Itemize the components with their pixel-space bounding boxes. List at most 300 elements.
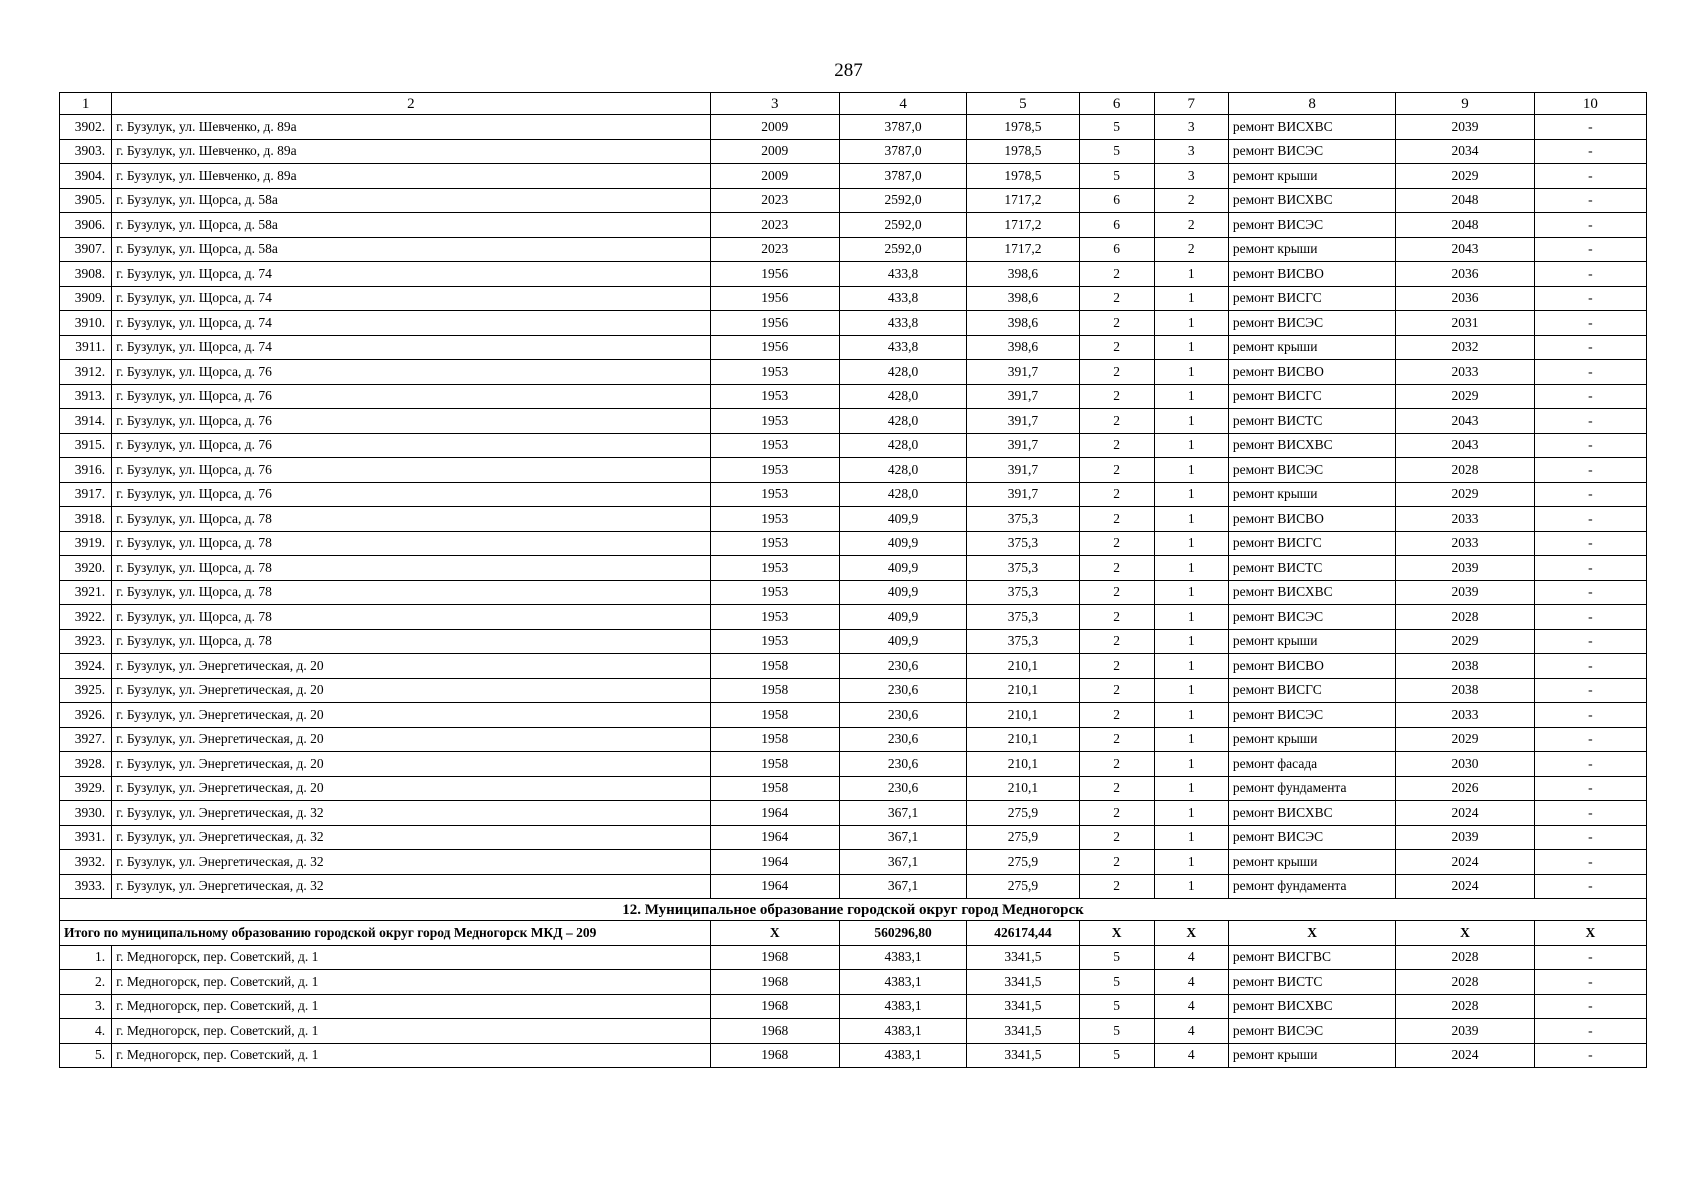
row-number-cell: 3902. (60, 115, 112, 140)
year-built-cell: 1956 (710, 311, 839, 336)
floors-cell: 5 (1079, 164, 1154, 189)
note-cell: - (1534, 874, 1646, 899)
row-number-cell: 3924. (60, 654, 112, 679)
work-type-cell: ремонт крыши (1228, 1043, 1395, 1068)
year-built-cell: 1953 (710, 409, 839, 434)
row-number-cell: 3933. (60, 874, 112, 899)
floors-cell: 2 (1079, 360, 1154, 385)
planned-year-cell: 2024 (1396, 1043, 1534, 1068)
note-cell: - (1534, 262, 1646, 287)
work-type-cell: ремонт крыши (1228, 629, 1395, 654)
table-row (60, 580, 1647, 605)
work-type-cell: ремонт ВИСЭС (1228, 213, 1395, 238)
entrances-cell: 1 (1154, 360, 1228, 385)
living-area-cell: 3341,5 (967, 1019, 1079, 1044)
work-type-cell: ремонт крыши (1228, 482, 1395, 507)
planned-year-cell: 2039 (1396, 825, 1534, 850)
work-type-cell: ремонт крыши (1228, 335, 1395, 360)
table-body (60, 93, 1647, 1068)
entrances-cell: 1 (1154, 262, 1228, 287)
work-type-cell: ремонт ВИСЭС (1228, 605, 1395, 630)
work-type-cell: ремонт ВИСВО (1228, 262, 1395, 287)
address-cell: г. Бузулук, ул. Шевченко, д. 89а (112, 164, 711, 189)
floors-cell: 2 (1079, 580, 1154, 605)
work-type-cell: ремонт фасада (1228, 752, 1395, 777)
planned-year-cell: 2029 (1396, 727, 1534, 752)
address-cell: г. Бузулук, ул. Шевченко, д. 89а (112, 115, 711, 140)
note-cell: - (1534, 458, 1646, 483)
entrances-cell: 1 (1154, 335, 1228, 360)
entrances-cell: 1 (1154, 482, 1228, 507)
table-row (60, 335, 1647, 360)
planned-year-cell: 2029 (1396, 164, 1534, 189)
total-area-cell: 433,8 (839, 335, 966, 360)
entrances-cell: 4 (1154, 994, 1228, 1019)
floors-cell: 2 (1079, 776, 1154, 801)
address-cell: г. Медногорск, пер. Советский, д. 1 (112, 994, 711, 1019)
table-row (60, 1043, 1647, 1068)
year-built-cell: 1968 (710, 970, 839, 995)
total-area-cell: 2592,0 (839, 237, 966, 262)
total-area-cell: 409,9 (839, 531, 966, 556)
planned-year-cell: 2033 (1396, 703, 1534, 728)
entrances-cell: 1 (1154, 654, 1228, 679)
floors-cell: 2 (1079, 605, 1154, 630)
total-area-cell: 428,0 (839, 360, 966, 385)
table-row (60, 1019, 1647, 1044)
total-area-cell: 2592,0 (839, 188, 966, 213)
planned-year-cell: 2028 (1396, 458, 1534, 483)
column-number-row (60, 93, 1647, 115)
note-cell: - (1534, 188, 1646, 213)
year-built-cell: 1964 (710, 874, 839, 899)
address-cell: г. Бузулук, ул. Шевченко, д. 89а (112, 139, 711, 164)
planned-year-cell: 2026 (1396, 776, 1534, 801)
floors-cell: 6 (1079, 237, 1154, 262)
address-cell: г. Бузулук, ул. Щорса, д. 58а (112, 188, 711, 213)
planned-year-cell: 2028 (1396, 970, 1534, 995)
total-area-cell: 230,6 (839, 752, 966, 777)
entrances-cell: 3 (1154, 139, 1228, 164)
year-built-cell: 1964 (710, 825, 839, 850)
row-number-cell: 3930. (60, 801, 112, 826)
planned-year-cell: 2024 (1396, 850, 1534, 875)
living-area-cell: 210,1 (967, 654, 1079, 679)
address-cell: г. Медногорск, пер. Советский, д. 1 (112, 1043, 711, 1068)
address-cell: г. Бузулук, ул. Щорса, д. 78 (112, 629, 711, 654)
table-row (60, 433, 1647, 458)
row-number-cell: 3905. (60, 188, 112, 213)
living-area-cell: 398,6 (967, 335, 1079, 360)
planned-year-cell: 2038 (1396, 654, 1534, 679)
living-area-cell: 3341,5 (967, 1043, 1079, 1068)
address-cell: г. Медногорск, пер. Советский, д. 1 (112, 970, 711, 995)
row-number-cell: 3. (60, 994, 112, 1019)
note-cell: - (1534, 850, 1646, 875)
address-cell: г. Медногорск, пер. Советский, д. 1 (112, 1019, 711, 1044)
section-title: 12. Муниципальное образование городской округ город Медногорск (60, 899, 1647, 921)
entrances-cell: 3 (1154, 115, 1228, 140)
address-cell: г. Бузулук, ул. Щорса, д. 76 (112, 433, 711, 458)
total-area-cell: 4383,1 (839, 970, 966, 995)
planned-year-cell: 2043 (1396, 409, 1534, 434)
note-cell: - (1534, 311, 1646, 336)
year-built-cell: 1964 (710, 850, 839, 875)
table-row (60, 262, 1647, 287)
planned-year-cell: 2033 (1396, 531, 1534, 556)
living-area-cell: 375,3 (967, 605, 1079, 630)
entrances-cell: 1 (1154, 286, 1228, 311)
total-value-cell: 426174,44 (967, 921, 1079, 946)
row-number-cell: 3903. (60, 139, 112, 164)
living-area-cell: 391,7 (967, 482, 1079, 507)
entrances-cell: 4 (1154, 1043, 1228, 1068)
table-row (60, 678, 1647, 703)
entrances-cell: 1 (1154, 825, 1228, 850)
total-area-cell: 4383,1 (839, 1043, 966, 1068)
total-area-cell: 433,8 (839, 262, 966, 287)
table-row (60, 360, 1647, 385)
year-built-cell: 2023 (710, 188, 839, 213)
table-row (60, 164, 1647, 189)
year-built-cell: 2009 (710, 139, 839, 164)
living-area-cell: 1978,5 (967, 164, 1079, 189)
total-value-cell: X (1079, 921, 1154, 946)
floors-cell: 2 (1079, 286, 1154, 311)
floors-cell: 2 (1079, 703, 1154, 728)
floors-cell: 2 (1079, 507, 1154, 532)
total-area-cell: 2592,0 (839, 213, 966, 238)
floors-cell: 2 (1079, 482, 1154, 507)
address-cell: г. Бузулук, ул. Щорса, д. 76 (112, 409, 711, 434)
register-table (59, 92, 1647, 1068)
floors-cell: 2 (1079, 458, 1154, 483)
year-built-cell: 1953 (710, 458, 839, 483)
floors-cell: 2 (1079, 335, 1154, 360)
page-number: 287 (834, 60, 863, 81)
living-area-cell: 375,3 (967, 507, 1079, 532)
total-area-cell: 230,6 (839, 776, 966, 801)
year-built-cell: 2023 (710, 237, 839, 262)
floors-cell: 2 (1079, 850, 1154, 875)
row-number-cell: 1. (60, 945, 112, 970)
row-number-cell: 4. (60, 1019, 112, 1044)
row-number-cell: 2. (60, 970, 112, 995)
entrances-cell: 1 (1154, 409, 1228, 434)
entrances-cell: 1 (1154, 874, 1228, 899)
address-cell: г. Бузулук, ул. Щорса, д. 76 (112, 482, 711, 507)
entrances-cell: 1 (1154, 752, 1228, 777)
table-row (60, 482, 1647, 507)
note-cell: - (1534, 994, 1646, 1019)
address-cell: г. Бузулук, ул. Щорса, д. 78 (112, 531, 711, 556)
total-value-cell: X (1228, 921, 1395, 946)
year-built-cell: 1958 (710, 678, 839, 703)
total-area-cell: 409,9 (839, 556, 966, 581)
total-area-cell: 3787,0 (839, 164, 966, 189)
address-cell: г. Бузулук, ул. Энергетическая, д. 20 (112, 703, 711, 728)
work-type-cell: ремонт ВИСЭС (1228, 825, 1395, 850)
living-area-cell: 398,6 (967, 262, 1079, 287)
work-type-cell: ремонт ВИСГС (1228, 286, 1395, 311)
total-area-cell: 367,1 (839, 850, 966, 875)
work-type-cell: ремонт ВИСХВС (1228, 801, 1395, 826)
table-row (60, 776, 1647, 801)
living-area-cell: 210,1 (967, 703, 1079, 728)
year-built-cell: 2023 (710, 213, 839, 238)
total-value-cell: X (1396, 921, 1534, 946)
floors-cell: 2 (1079, 629, 1154, 654)
floors-cell: 2 (1079, 678, 1154, 703)
floors-cell: 2 (1079, 801, 1154, 826)
table-row (60, 945, 1647, 970)
entrances-cell: 1 (1154, 678, 1228, 703)
table-row (60, 850, 1647, 875)
address-cell: г. Бузулук, ул. Щорса, д. 78 (112, 605, 711, 630)
total-value-cell: X (1154, 921, 1228, 946)
planned-year-cell: 2028 (1396, 605, 1534, 630)
column-header: 2 (112, 93, 711, 115)
total-value-cell: X (710, 921, 839, 946)
floors-cell: 5 (1079, 970, 1154, 995)
living-area-cell: 210,1 (967, 776, 1079, 801)
living-area-cell: 3341,5 (967, 945, 1079, 970)
planned-year-cell: 2028 (1396, 994, 1534, 1019)
total-area-cell: 367,1 (839, 874, 966, 899)
total-area-cell: 3787,0 (839, 115, 966, 140)
entrances-cell: 1 (1154, 556, 1228, 581)
note-cell: - (1534, 384, 1646, 409)
total-area-cell: 428,0 (839, 384, 966, 409)
row-number-cell: 3907. (60, 237, 112, 262)
address-cell: г. Бузулук, ул. Щорса, д. 76 (112, 458, 711, 483)
table-row (60, 874, 1647, 899)
address-cell: г. Медногорск, пер. Советский, д. 1 (112, 945, 711, 970)
living-area-cell: 398,6 (967, 311, 1079, 336)
table-row (60, 556, 1647, 581)
address-cell: г. Бузулук, ул. Щорса, д. 74 (112, 262, 711, 287)
table-row (60, 970, 1647, 995)
note-cell: - (1534, 654, 1646, 679)
work-type-cell: ремонт ВИСГС (1228, 531, 1395, 556)
address-cell: г. Бузулук, ул. Щорса, д. 58а (112, 213, 711, 238)
address-cell: г. Бузулук, ул. Щорса, д. 74 (112, 286, 711, 311)
year-built-cell: 1958 (710, 654, 839, 679)
work-type-cell: ремонт ВИСВО (1228, 360, 1395, 385)
table-row (60, 458, 1647, 483)
table-row (60, 629, 1647, 654)
total-row (60, 921, 1647, 946)
address-cell: г. Бузулук, ул. Энергетическая, д. 20 (112, 678, 711, 703)
floors-cell: 6 (1079, 213, 1154, 238)
living-area-cell: 391,7 (967, 384, 1079, 409)
row-number-cell: 3906. (60, 213, 112, 238)
row-number-cell: 3932. (60, 850, 112, 875)
table-row (60, 139, 1647, 164)
entrances-cell: 4 (1154, 970, 1228, 995)
address-cell: г. Бузулук, ул. Щорса, д. 78 (112, 507, 711, 532)
section-heading-row (60, 899, 1647, 921)
floors-cell: 5 (1079, 994, 1154, 1019)
year-built-cell: 1956 (710, 286, 839, 311)
entrances-cell: 2 (1154, 237, 1228, 262)
table-row (60, 311, 1647, 336)
total-area-cell: 230,6 (839, 678, 966, 703)
work-type-cell: ремонт ВИСХВС (1228, 994, 1395, 1019)
row-number-cell: 3926. (60, 703, 112, 728)
entrances-cell: 3 (1154, 164, 1228, 189)
living-area-cell: 391,7 (967, 360, 1079, 385)
work-type-cell: ремонт крыши (1228, 850, 1395, 875)
total-value-cell: 560296,80 (839, 921, 966, 946)
planned-year-cell: 2034 (1396, 139, 1534, 164)
floors-cell: 2 (1079, 531, 1154, 556)
year-built-cell: 1968 (710, 1019, 839, 1044)
total-label: Итого по муниципальному образованию городской округ город Медногорск МКД – 209 (60, 921, 711, 946)
entrances-cell: 1 (1154, 311, 1228, 336)
total-area-cell: 409,9 (839, 507, 966, 532)
row-number-cell: 3927. (60, 727, 112, 752)
row-number-cell: 3909. (60, 286, 112, 311)
year-built-cell: 1953 (710, 507, 839, 532)
year-built-cell: 1956 (710, 335, 839, 360)
year-built-cell: 1964 (710, 801, 839, 826)
address-cell: г. Бузулук, ул. Энергетическая, д. 32 (112, 801, 711, 826)
living-area-cell: 1978,5 (967, 139, 1079, 164)
planned-year-cell: 2029 (1396, 629, 1534, 654)
note-cell: - (1534, 945, 1646, 970)
row-number-cell: 3911. (60, 335, 112, 360)
work-type-cell: ремонт ВИСГС (1228, 384, 1395, 409)
row-number-cell: 3919. (60, 531, 112, 556)
note-cell: - (1534, 531, 1646, 556)
floors-cell: 2 (1079, 727, 1154, 752)
row-number-cell: 3915. (60, 433, 112, 458)
entrances-cell: 4 (1154, 945, 1228, 970)
year-built-cell: 1958 (710, 703, 839, 728)
floors-cell: 2 (1079, 384, 1154, 409)
column-header: 9 (1396, 93, 1534, 115)
column-header: 5 (967, 93, 1079, 115)
entrances-cell: 1 (1154, 580, 1228, 605)
entrances-cell: 4 (1154, 1019, 1228, 1044)
year-built-cell: 1956 (710, 262, 839, 287)
year-built-cell: 1953 (710, 580, 839, 605)
entrances-cell: 1 (1154, 703, 1228, 728)
entrances-cell: 1 (1154, 801, 1228, 826)
row-number-cell: 3914. (60, 409, 112, 434)
total-area-cell: 433,8 (839, 311, 966, 336)
planned-year-cell: 2033 (1396, 360, 1534, 385)
work-type-cell: ремонт ВИСХВС (1228, 580, 1395, 605)
row-number-cell: 3925. (60, 678, 112, 703)
total-area-cell: 4383,1 (839, 994, 966, 1019)
year-built-cell: 1953 (710, 531, 839, 556)
row-number-cell: 3920. (60, 556, 112, 581)
planned-year-cell: 2039 (1396, 580, 1534, 605)
planned-year-cell: 2036 (1396, 262, 1534, 287)
work-type-cell: ремонт ВИСЭС (1228, 139, 1395, 164)
address-cell: г. Бузулук, ул. Щорса, д. 76 (112, 360, 711, 385)
year-built-cell: 1958 (710, 727, 839, 752)
address-cell: г. Бузулук, ул. Энергетическая, д. 32 (112, 825, 711, 850)
living-area-cell: 398,6 (967, 286, 1079, 311)
note-cell: - (1534, 825, 1646, 850)
note-cell: - (1534, 237, 1646, 262)
floors-cell: 2 (1079, 825, 1154, 850)
row-number-cell: 3918. (60, 507, 112, 532)
year-built-cell: 1958 (710, 776, 839, 801)
floors-cell: 2 (1079, 311, 1154, 336)
note-cell: - (1534, 970, 1646, 995)
total-area-cell: 409,9 (839, 629, 966, 654)
planned-year-cell: 2029 (1396, 384, 1534, 409)
table-row (60, 237, 1647, 262)
living-area-cell: 1717,2 (967, 188, 1079, 213)
note-cell: - (1534, 678, 1646, 703)
living-area-cell: 375,3 (967, 629, 1079, 654)
row-number-cell: 3917. (60, 482, 112, 507)
living-area-cell: 391,7 (967, 409, 1079, 434)
floors-cell: 5 (1079, 1019, 1154, 1044)
address-cell: г. Бузулук, ул. Энергетическая, д. 20 (112, 752, 711, 777)
planned-year-cell: 2043 (1396, 433, 1534, 458)
row-number-cell: 3928. (60, 752, 112, 777)
note-cell: - (1534, 703, 1646, 728)
year-built-cell: 1968 (710, 1043, 839, 1068)
floors-cell: 2 (1079, 752, 1154, 777)
work-type-cell: ремонт ВИСТС (1228, 556, 1395, 581)
work-type-cell: ремонт ВИСГС (1228, 678, 1395, 703)
total-area-cell: 4383,1 (839, 1019, 966, 1044)
living-area-cell: 391,7 (967, 458, 1079, 483)
planned-year-cell: 2048 (1396, 188, 1534, 213)
year-built-cell: 2009 (710, 115, 839, 140)
planned-year-cell: 2036 (1396, 286, 1534, 311)
floors-cell: 5 (1079, 945, 1154, 970)
year-built-cell: 1953 (710, 360, 839, 385)
address-cell: г. Бузулук, ул. Энергетическая, д. 20 (112, 727, 711, 752)
row-number-cell: 3916. (60, 458, 112, 483)
year-built-cell: 1968 (710, 945, 839, 970)
note-cell: - (1534, 801, 1646, 826)
table-row (60, 409, 1647, 434)
work-type-cell: ремонт ВИСГВС (1228, 945, 1395, 970)
year-built-cell: 1953 (710, 629, 839, 654)
row-number-cell: 3922. (60, 605, 112, 630)
note-cell: - (1534, 335, 1646, 360)
note-cell: - (1534, 286, 1646, 311)
note-cell: - (1534, 482, 1646, 507)
note-cell: - (1534, 433, 1646, 458)
floors-cell: 5 (1079, 1043, 1154, 1068)
floors-cell: 2 (1079, 433, 1154, 458)
table-row (60, 507, 1647, 532)
row-number-cell: 3908. (60, 262, 112, 287)
floors-cell: 5 (1079, 139, 1154, 164)
entrances-cell: 1 (1154, 605, 1228, 630)
table-row (60, 801, 1647, 826)
total-area-cell: 428,0 (839, 482, 966, 507)
work-type-cell: ремонт ВИСХВС (1228, 433, 1395, 458)
note-cell: - (1534, 580, 1646, 605)
entrances-cell: 1 (1154, 727, 1228, 752)
entrances-cell: 1 (1154, 531, 1228, 556)
note-cell: - (1534, 360, 1646, 385)
floors-cell: 6 (1079, 188, 1154, 213)
living-area-cell: 275,9 (967, 874, 1079, 899)
table-row (60, 727, 1647, 752)
